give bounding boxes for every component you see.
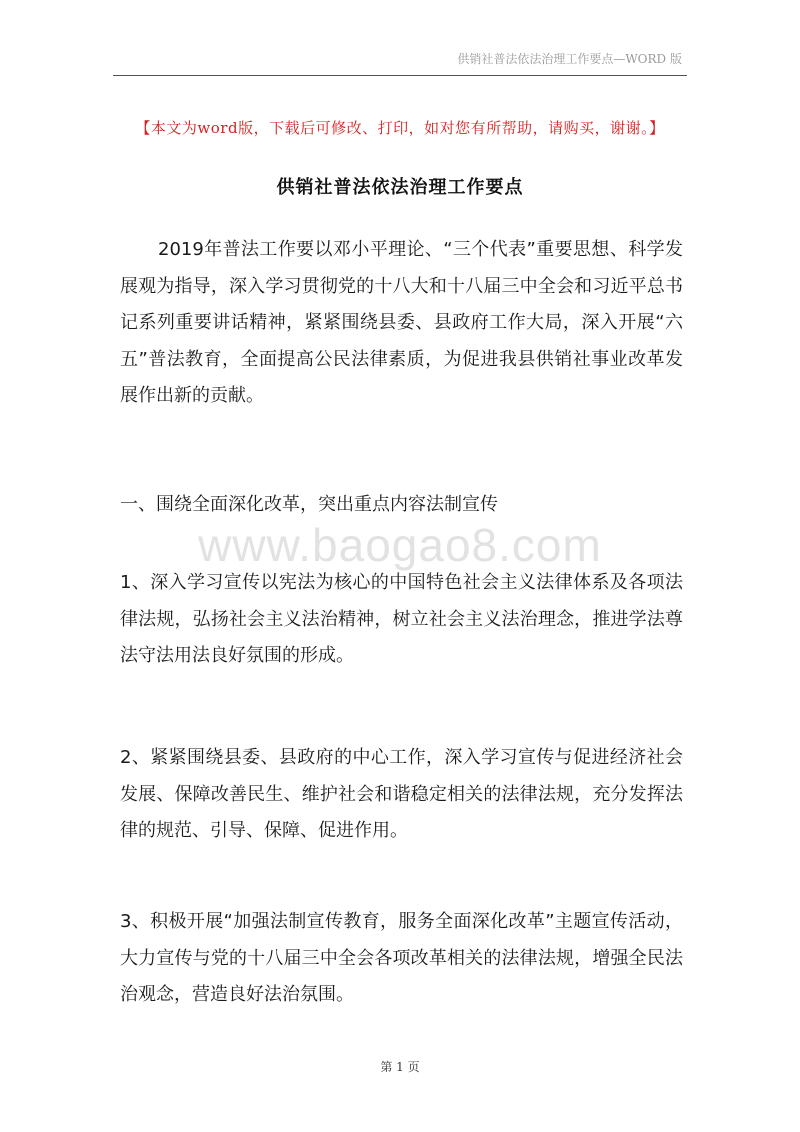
watermark: www.baogao8.com [198, 519, 602, 571]
purchase-notice: 【本文为word版，下载后可修改、打印，如对您有所帮助，请购买，谢谢。】 [135, 119, 665, 137]
intro-paragraph: 2019年普法工作要以邓小平理论、“三个代表”重要思想、科学发展观为指导，深入学习贯彻党的十八大和十八届三中全会和习近平总书记系列重要讲话精神，紧紧围绕县委、县政府工作大局，深入开展“六五”普法教育，全面提高公民法律素质，为促进我县供销社事业改革发展作出新的贡献。 [120, 239, 683, 406]
document-title: 供销社普法依法治理工作要点 [276, 177, 524, 198]
section-heading: 一、围绕全面深化改革，突出重点内容法制宣传 [120, 494, 498, 515]
list-item: 3、积极开展“加强法制宣传教育，服务全面深化改革”主题宣传活动，大力宣传与党的十八届三中全会各项改革相关的法律法规，增强全民法治观念，营造良好法治氛围。 [120, 911, 683, 1005]
list-item: 2、紧紧围绕县委、县政府的中心工作，深入学习宣传与促进经济社会发展、保障改善民生、维护社会和谐稳定相关的法律法规，充分发挥法律的规范、引导、保障、促进作用。 [120, 747, 683, 841]
header-rule [113, 75, 687, 76]
page-number: 第 1 页 [380, 1060, 420, 1074]
running-header: 供销社普法依法治理工作要点—WORD 版 [457, 52, 682, 66]
list-item: 1、深入学习宣传以宪法为核心的中国特色社会主义法律体系及各项法律法规，弘扬社会主义法治精神，树立社会主义法治理念，推进学法尊法守法用法良好氛围的形成。 [120, 572, 683, 666]
